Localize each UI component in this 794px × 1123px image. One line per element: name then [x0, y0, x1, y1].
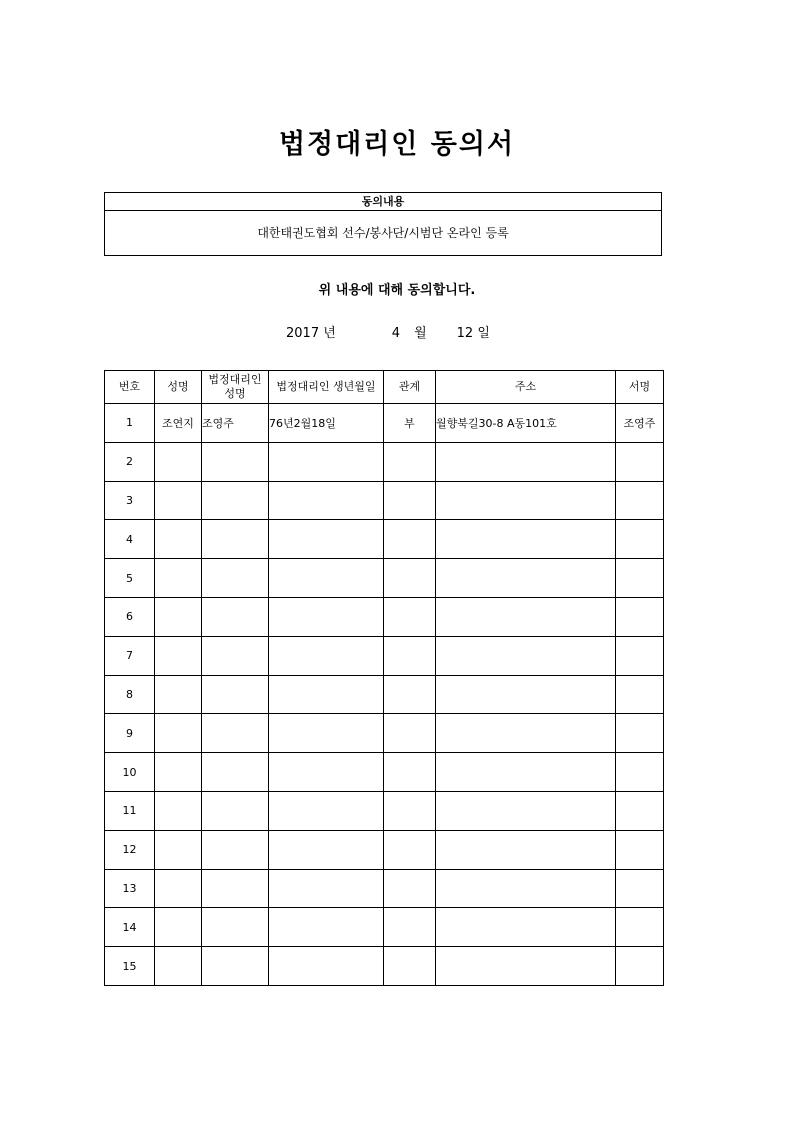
agreement-statement: 위 내용에 대해 동의합니다.: [318, 283, 476, 298]
relationship-cell: [384, 481, 436, 520]
row-number-cell: 13: [105, 869, 155, 908]
row-number-cell: 3: [105, 481, 155, 520]
signature-cell: [616, 869, 664, 908]
guardian-name-cell: [202, 481, 269, 520]
guardian-name-cell: [202, 830, 269, 869]
address-cell: [436, 520, 616, 559]
row-number-cell: 1: [105, 404, 155, 443]
row-number-cell: 4: [105, 520, 155, 559]
relationship-cell: [384, 559, 436, 598]
header-guardian-name: 법정대리인 성명: [202, 371, 269, 404]
address-cell: [436, 869, 616, 908]
table-row: [105, 481, 664, 520]
row-number-cell: 11: [105, 791, 155, 830]
table-row: [105, 442, 664, 481]
guardian-name-cell: [202, 597, 269, 636]
guardian-name-cell: [202, 753, 269, 792]
signature-cell: [616, 481, 664, 520]
table-row: [105, 830, 664, 869]
relationship-cell: [384, 869, 436, 908]
guardian-name-cell: [202, 675, 269, 714]
row-number-cell: 2: [105, 442, 155, 481]
guardian-birthdate-cell: [269, 559, 384, 598]
date-year: 2017: [286, 326, 320, 341]
signature-cell: [616, 714, 664, 753]
relationship-cell: [384, 675, 436, 714]
date-year-unit: 년: [323, 326, 336, 341]
guardian-name-cell: 조영주: [202, 404, 269, 443]
table-row: [105, 597, 664, 636]
guardian-birthdate-cell: [269, 597, 384, 636]
guardian-name-cell: [202, 869, 269, 908]
signature-cell: [616, 908, 664, 947]
guardian-birthdate-cell: [269, 636, 384, 675]
guardian-name-cell: [202, 791, 269, 830]
row-number-cell: 6: [105, 597, 155, 636]
guardian-birthdate-cell: [269, 675, 384, 714]
address-cell: [436, 714, 616, 753]
table-row: [105, 753, 664, 792]
address-cell: [436, 675, 616, 714]
signature-cell: [616, 947, 664, 986]
row-number-cell: 9: [105, 714, 155, 753]
address-cell: [436, 597, 616, 636]
consent-date: [286, 322, 490, 341]
guardian-registration-table: [104, 370, 664, 986]
table-row: [105, 869, 664, 908]
guardian-name-cell: [202, 714, 269, 753]
signature-cell: [616, 520, 664, 559]
athlete-name-cell: [155, 442, 202, 481]
guardian-birthdate-cell: [269, 753, 384, 792]
athlete-name-cell: [155, 947, 202, 986]
date-month: 4: [391, 326, 401, 341]
relationship-cell: [384, 753, 436, 792]
guardian-birthdate-cell: [269, 791, 384, 830]
address-cell: 월향북길30-8 A동101호: [436, 404, 616, 443]
table-row: [105, 791, 664, 830]
header-relationship: 관계: [384, 371, 436, 404]
address-cell: [436, 908, 616, 947]
row-number-cell: 7: [105, 636, 155, 675]
guardian-birthdate-cell: [269, 481, 384, 520]
athlete-name-cell: [155, 830, 202, 869]
athlete-name-cell: [155, 714, 202, 753]
relationship-cell: [384, 947, 436, 986]
row-number-cell: 10: [105, 753, 155, 792]
table-header-row: [105, 371, 664, 404]
row-number-cell: 12: [105, 830, 155, 869]
guardian-name-cell: [202, 442, 269, 481]
header-guardian-birthdate: 법정대리인 생년월일: [269, 371, 384, 404]
address-cell: [436, 636, 616, 675]
athlete-name-cell: [155, 559, 202, 598]
relationship-cell: [384, 636, 436, 675]
consent-content-header: 동의내용: [105, 193, 661, 211]
table-row: [105, 520, 664, 559]
consent-content-body: 대한태권도협회 선수/봉사단/시범단 온라인 등록: [257, 226, 509, 240]
athlete-name-cell: 조연지: [155, 404, 202, 443]
athlete-name-cell: [155, 481, 202, 520]
guardian-birthdate-cell: 76년2월18일: [269, 404, 384, 443]
date-month-unit: 월: [414, 326, 427, 341]
address-cell: [436, 947, 616, 986]
guardian-birthdate-cell: [269, 908, 384, 947]
date-day: 12: [456, 326, 474, 341]
row-number-cell: 8: [105, 675, 155, 714]
signature-cell: [616, 636, 664, 675]
guardian-birthdate-cell: [269, 714, 384, 753]
athlete-name-cell: [155, 791, 202, 830]
guardian-birthdate-cell: [269, 947, 384, 986]
athlete-name-cell: [155, 675, 202, 714]
row-number-cell: 15: [105, 947, 155, 986]
header-name: 성명: [155, 371, 202, 404]
athlete-name-cell: [155, 636, 202, 675]
guardian-birthdate-cell: [269, 869, 384, 908]
relationship-cell: [384, 830, 436, 869]
guardian-name-cell: [202, 947, 269, 986]
document-title: 법정대리인 동의서: [278, 129, 516, 160]
guardian-name-cell: [202, 520, 269, 559]
relationship-cell: [384, 442, 436, 481]
signature-cell: 조영주: [616, 404, 664, 443]
guardian-birthdate-cell: [269, 520, 384, 559]
relationship-cell: [384, 791, 436, 830]
row-number-cell: 5: [105, 559, 155, 598]
athlete-name-cell: [155, 597, 202, 636]
header-signature: 서명: [616, 371, 664, 404]
relationship-cell: 부: [384, 404, 436, 443]
address-cell: [436, 442, 616, 481]
table-body: [105, 404, 664, 986]
table-row: [105, 636, 664, 675]
athlete-name-cell: [155, 869, 202, 908]
header-address: 주소: [436, 371, 616, 404]
table-row: [105, 404, 664, 443]
signature-cell: [616, 753, 664, 792]
relationship-cell: [384, 597, 436, 636]
header-number: 번호: [105, 371, 155, 404]
consent-content-box: [104, 192, 662, 256]
signature-cell: [616, 791, 664, 830]
address-cell: [436, 559, 616, 598]
date-day-unit: 일: [477, 326, 490, 341]
table-row: [105, 908, 664, 947]
address-cell: [436, 791, 616, 830]
guardian-name-cell: [202, 559, 269, 598]
signature-cell: [616, 442, 664, 481]
guardian-name-cell: [202, 908, 269, 947]
athlete-name-cell: [155, 520, 202, 559]
table-row: [105, 675, 664, 714]
signature-cell: [616, 597, 664, 636]
relationship-cell: [384, 714, 436, 753]
guardian-birthdate-cell: [269, 442, 384, 481]
address-cell: [436, 753, 616, 792]
signature-cell: [616, 675, 664, 714]
relationship-cell: [384, 520, 436, 559]
table-row: [105, 559, 664, 598]
signature-cell: [616, 830, 664, 869]
address-cell: [436, 830, 616, 869]
guardian-birthdate-cell: [269, 830, 384, 869]
signature-cell: [616, 559, 664, 598]
address-cell: [436, 481, 616, 520]
row-number-cell: 14: [105, 908, 155, 947]
guardian-name-cell: [202, 636, 269, 675]
athlete-name-cell: [155, 753, 202, 792]
relationship-cell: [384, 908, 436, 947]
athlete-name-cell: [155, 908, 202, 947]
table-row: [105, 714, 664, 753]
table-row: [105, 947, 664, 986]
